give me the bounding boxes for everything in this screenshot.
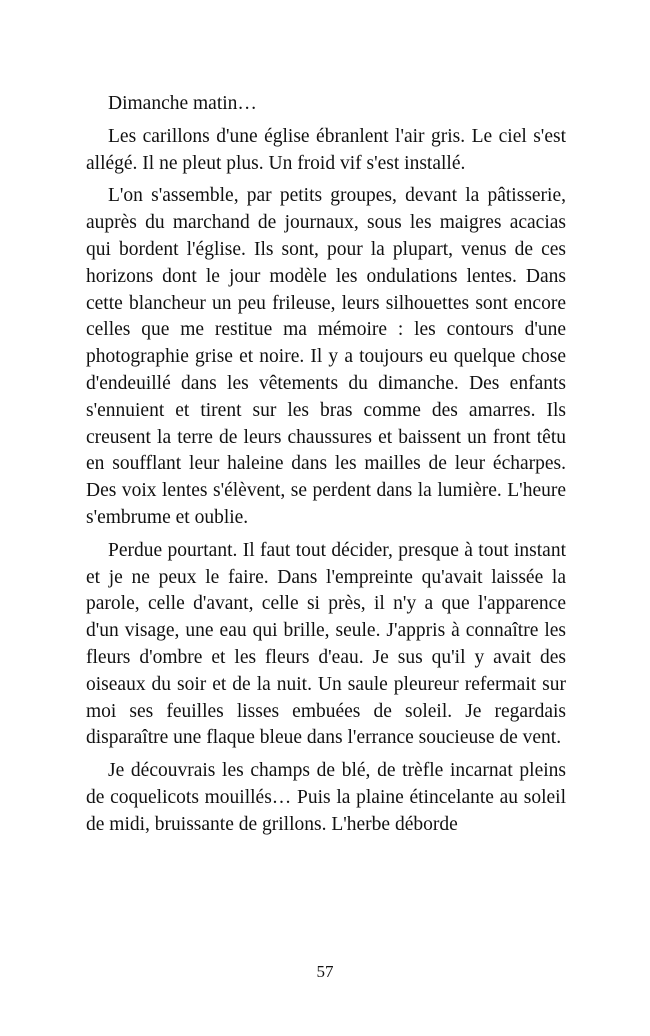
page-number: 57	[316, 962, 334, 981]
paragraph-1: Dimanche matin…	[108, 93, 257, 114]
paragraph-5: Je découvrais les champs de blé, de trèfle incarnat pleins de coquelicots mouillés… Puis la plaine étincelante au soleil de midi, bruissante de grillons. L'herbe déborde	[86, 760, 566, 835]
paragraph-3: L'on s'assemble, par petits groupes, devant la pâtisserie, auprès du marchand de journaux, sous les maigres acacias qui bordent l'église. Ils sont, pour la plupart, venus de ces horizons dont le jour modèle les ondulations lentes. Dans cette blancheur un peu frileuse, leurs silhouettes sont encore celles que me restitue ma mémoire : les contours d'une photographie grise et noire. Il y a toujours eu quelque chose d'endeuillé dans les vêtements du dimanche. Des enfants s'ennuient et tirent sur les bras comme des amarres. Ils creusent la terre de leurs chaussures et baissent un front têtu en soufflant leur haleine dans les mailles de leur écharpes. Des voix lentes s'élèvent, se perdent dans la lumière. L'heure s'embrume et oublie.	[86, 185, 566, 528]
paragraph-2: Les carillons d'une église ébranlent l'air gris. Le ciel s'est allégé. Il ne pleut plus. Un froid vif s'est installé.	[86, 125, 566, 174]
paragraph-4: Perdue pourtant. Il faut tout décider, presque à tout instant et je ne peux le faire. Dans l'empreinte qu'avait laissée la parole, celle d'avant, celle si près, il n'y a que l'apparence d'un visage, une eau qui brille, seule. J'appris à connaître les fleurs d'ombre et les fleurs d'eau. Je sus qu'il y avait des oiseaux du soir et de la nuit. Un saule pleureur refermait sur moi ses feuilles lisses embuées de soleil. Je regardais disparaître une flaque bleue dans l'errance soucieuse de vent.	[86, 539, 566, 749]
body-text	[86, 91, 566, 845]
